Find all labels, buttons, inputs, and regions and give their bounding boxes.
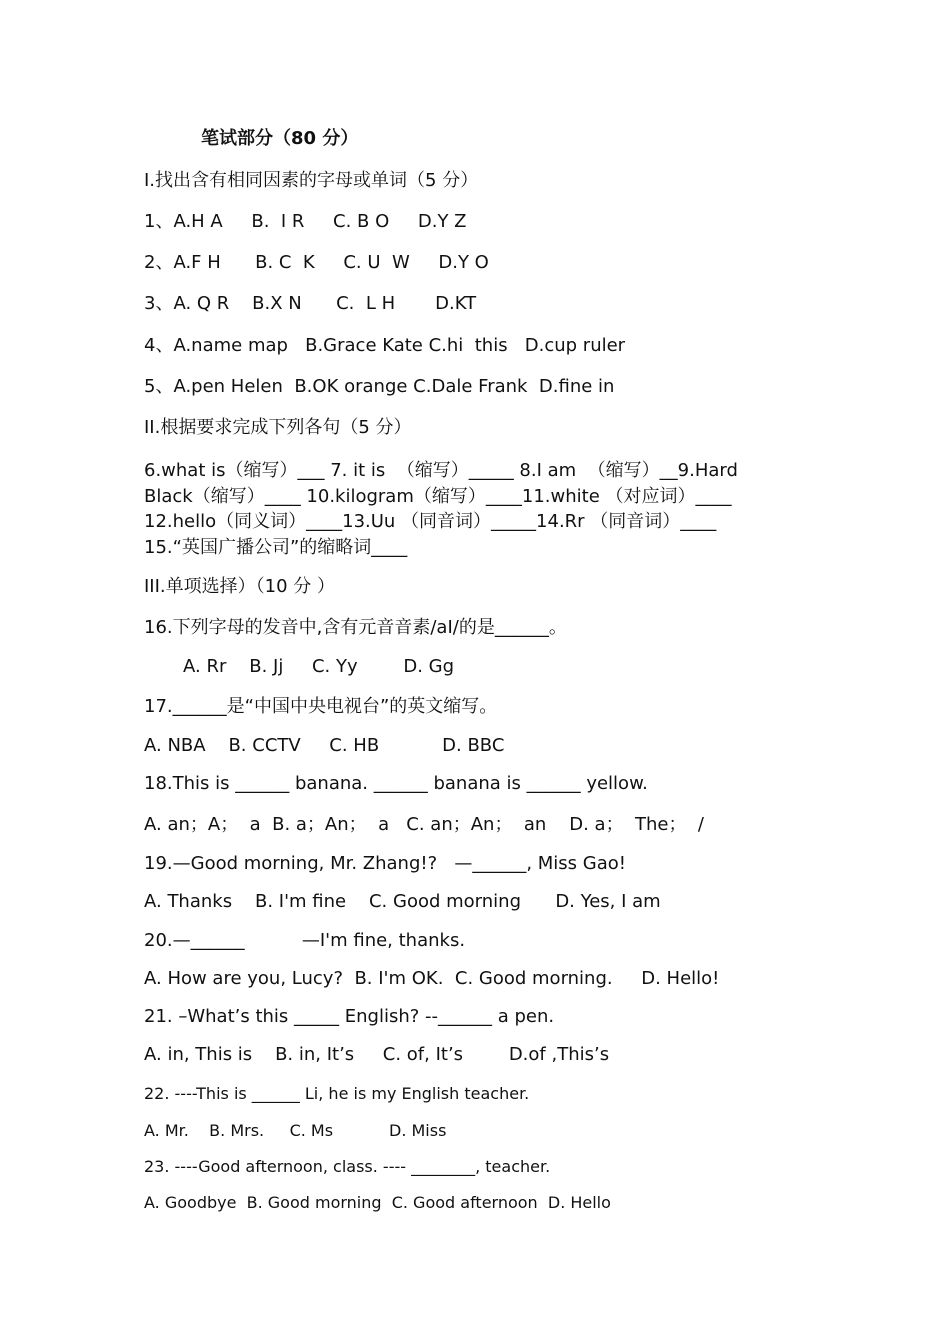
section2-line: 12.hello（同义词）____13.Uu （同音词）_____14.Rr （同音词）____ (144, 511, 717, 532)
question-item: 2、A.F H B. C K C. U W D.Y O (144, 252, 489, 273)
question-options: A. Rr B. Jj C. Yy D. Gg (183, 656, 455, 677)
question-item: 4、A.name map B.Grace Kate C.hi this D.cup ruler (144, 335, 626, 356)
question-options: A. How are you, Lucy? B. I'm OK. C. Good morning. D. Hello! (144, 968, 720, 989)
question-stem: 16.下列字母的发音中,含有元音音素/aI/的是______。 (144, 617, 567, 638)
question-stem: 17.______是“中国中央电视台”的英文缩写。 (144, 696, 498, 717)
section2-paragraph (144, 458, 804, 560)
question-options: A. in, This is B. in, It’s C. of, It’s D.of ,This’s (144, 1044, 610, 1065)
question-options: A. Thanks B. I'm fine C. Good morning D. Yes, I am (144, 891, 661, 912)
question-stem: 22. ----This is ______ Li, he is my English teacher. (144, 1084, 530, 1103)
section2-heading: II.根据要求完成下列各句（5 分） (144, 417, 412, 438)
section3-heading: III.单项选择）（10 分 ） (144, 576, 335, 597)
question-options: A. an；A； a B. a；An； a C. an；An； an D. a； The； / (144, 814, 704, 835)
question-options: A. Mr. B. Mrs. C. Ms D. Miss (144, 1121, 447, 1140)
question-item: 5、A.pen Helen B.OK orange C.Dale Frank D.fine in (144, 376, 615, 397)
section2-line: 6.what is（缩写）___ 7. it is （缩写）_____ 8.I am （缩写）__9.Hard (144, 460, 738, 481)
question-stem: 20.—______ —I'm fine, thanks. (144, 930, 466, 951)
question-stem: 19.—Good morning, Mr. Zhang!? —______, Miss Gao! (144, 853, 626, 874)
section1-heading: I.找出含有相同因素的字母或单词（5 分） (144, 170, 479, 191)
section2-line: Black（缩写）____ 10.kilogram（缩写）____11.white （对应词）____ (144, 485, 732, 507)
question-item: 1、A.H A B. I R C. B O D.Y Z (144, 211, 467, 232)
question-stem: 18.This is ______ banana. ______ banana is ______ yellow. (144, 773, 648, 794)
page-title: 笔试部分（80 分） (201, 128, 359, 149)
question-options: A. Goodbye B. Good morning C. Good afternoon D. Hello (144, 1193, 611, 1212)
question-item: 3、A. Q R B.X N C. L H D.KT (144, 293, 477, 314)
question-stem: 23. ----Good afternoon, class. ---- ________, teacher. (144, 1157, 551, 1176)
section2-line: 15.“英国广播公司”的缩略词____ (144, 536, 408, 558)
question-stem: 21. –What’s this _____ English? --______ a pen. (144, 1006, 555, 1027)
question-options: A. NBA B. CCTV C. HB D. BBC (144, 735, 505, 756)
